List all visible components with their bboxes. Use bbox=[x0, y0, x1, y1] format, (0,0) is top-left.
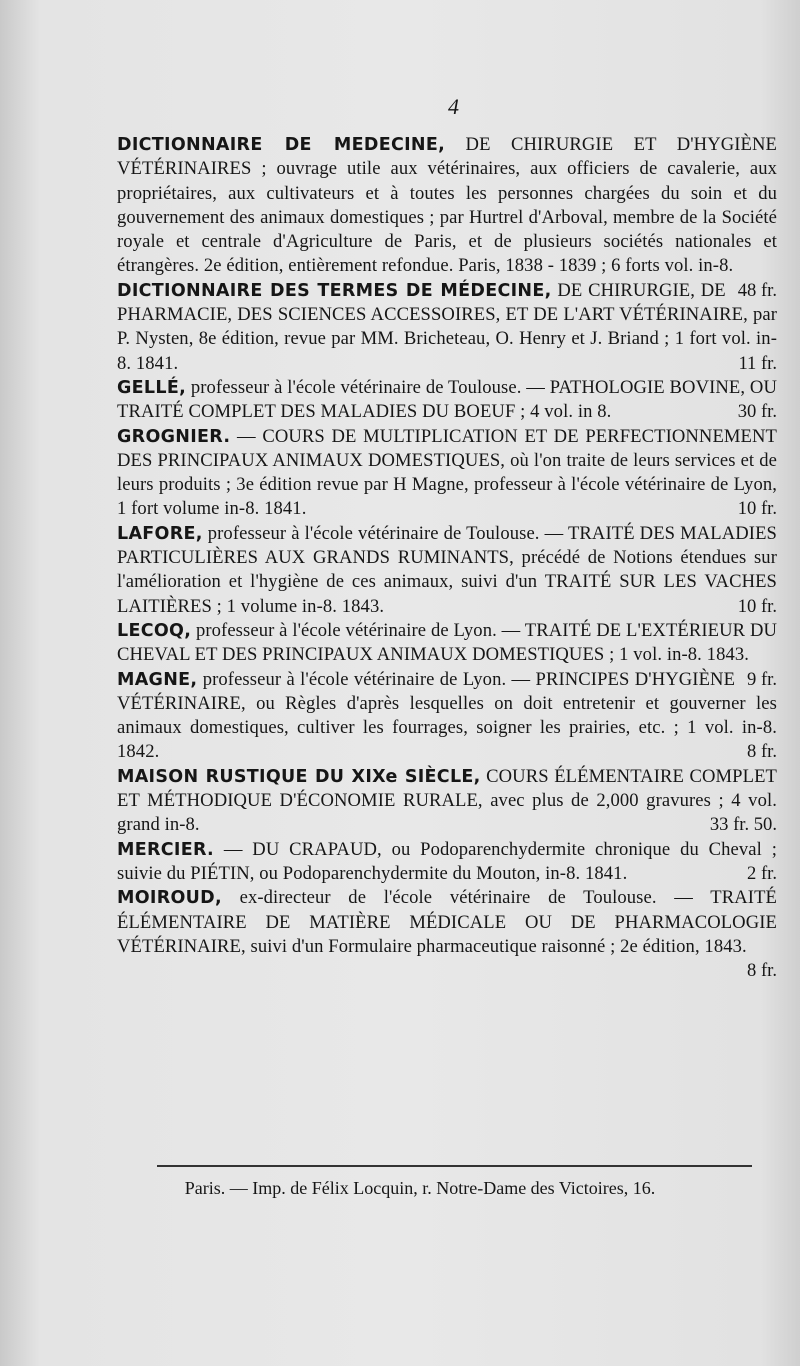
entry-author: LECOQ, bbox=[117, 620, 192, 641]
entry-description: professeur à l'école vétérinaire de Toulouse. — PATHOLOGIE BOVINE, OU TRAITÉ COMPLET DES MALADIES DU BOEUF ; 4 vol. in 8. bbox=[117, 376, 777, 423]
entry-description: DE CHIRURGIE, DE PHARMACIE, DES SCIENCES ACCESSOIRES, ET DE L'ART VÉTÉRINAIRE, par P. Nysten, 8e édition, revue par MM. Bricheteau, O. Henry et J. Briand ; 1 fort vol. in-8. 1841. bbox=[117, 279, 777, 374]
entry-description: — DU CRAPAUD, ou Podoparenchydermite chronique du Cheval ; suivie du PIÉTIN, ou Podoparenchydermite du Mouton, in-8. 1841. bbox=[117, 838, 777, 884]
catalogue-entry bbox=[117, 838, 777, 887]
entry-author: MAGNE, bbox=[117, 669, 198, 690]
entry-price: 30 fr. bbox=[737, 401, 777, 423]
entry-price: 8 fr. bbox=[747, 741, 777, 763]
entry-description: professeur à l'école vétérinaire de Lyon. — TRAITÉ DE L'EXTÉRIEUR DU CHEVAL ET DES PRINCIPAUX ANIMAUX DOMESTIQUES ; 1 vol. in-8. 1843. bbox=[117, 619, 777, 666]
entry-description: — COURS DE MULTIPLICATION ET DE PERFECTIONNEMENT DES PRINCIPAUX ANIMAUX DOMESTIQUES, où l'on traite de leurs services et de leurs produits ; 3e édition revue par H Magne, professeur à l'école vétérinaire de Lyon, 1 fort volume in-8. 1841. bbox=[117, 425, 777, 520]
catalogue-entry bbox=[117, 765, 777, 838]
entry-description: ex-directeur de l'école vétérinaire de Toulouse. — TRAITÉ ÉLÉMENTAIRE DE MATIÈRE MÉDICALE OU DE PHARMACOLOGIE VÉTÉRINAIRE, suivi d'un Formulaire pharmaceutique raisonné ; 2e édition, 1843. bbox=[117, 887, 777, 957]
entry-author: DICTIONNAIRE DES TERMES DE MÉDECINE, bbox=[117, 280, 552, 301]
entry-price: 10 fr. bbox=[737, 595, 777, 617]
catalogue-entry bbox=[117, 668, 777, 765]
entry-price: 9 fr. bbox=[747, 668, 777, 690]
entry-author: DICTIONNAIRE DE MEDECINE, bbox=[117, 135, 446, 155]
page-number: 4 bbox=[448, 94, 459, 119]
footer-rule bbox=[157, 1165, 752, 1167]
catalogue-entry bbox=[117, 376, 777, 425]
entry-price: 8 fr. bbox=[747, 960, 777, 982]
entry-author: GROGNIER. bbox=[117, 426, 231, 447]
catalogue-entry bbox=[117, 425, 777, 522]
entry-description: COURS ÉLÉMENTAIRE COMPLET ET MÉTHODIQUE D'ÉCONOMIE RURALE, avec plus de 2,000 gravures ; 4 vol. grand in-8. bbox=[117, 765, 777, 836]
entry-author: MAISON RUSTIQUE DU XIXe SIÈCLE, bbox=[117, 766, 481, 787]
entry-price: 33 fr. 50. bbox=[709, 814, 777, 836]
catalogue-entries bbox=[117, 133, 777, 983]
entry-price: 2 fr. bbox=[747, 862, 777, 884]
catalogue-entry bbox=[117, 522, 777, 619]
entry-description: professeur à l'école vétérinaire de Lyon. — PRINCIPES D'HYGIÈNE VÉTÉRINAIRE, ou Règles d'après lesquelles on doit entretenir et gouverner les animaux domestiques, cultiver les fourrages, soigner les prairies, etc. ; 1 vol. in-8. 1842. bbox=[117, 668, 777, 763]
entry-author: MOIROUD, bbox=[117, 888, 222, 909]
catalogue-entry bbox=[117, 279, 777, 376]
entry-description: DE CHIRURGIE ET D'HYGIÈNE VÉTÉRINAIRES ; ouvrage utile aux vétérinaires, aux officiers de cavalerie, aux propriétaires, aux cultivateurs et à toutes les personnes chargées du soin et du gouvernement des animaux domestiques ; par Hurtrel d'Arboval, membre de la Société royale et centrale d'Agriculture de Paris, et de plusieurs sociétés nationales et étrangères. 2e édition, entièrement refondue. Paris, 1838 - 1839 ; 6 forts vol. in-8. bbox=[117, 134, 777, 277]
entry-price: 10 fr. bbox=[737, 498, 777, 520]
entry-price: 11 fr. bbox=[738, 352, 777, 374]
catalogue-entry bbox=[117, 886, 777, 982]
entry-price: 48 fr. bbox=[737, 279, 777, 301]
entry-author: GELLÉ, bbox=[117, 377, 187, 398]
entry-author: LAFORE, bbox=[117, 523, 203, 544]
entry-author: MERCIER. bbox=[117, 839, 215, 860]
entry-description: professeur à l'école vétérinaire de Toulouse. — TRAITÉ DES MALADIES PARTICULIÈRES AUX GRANDS RUMINANTS, précédé de Notions étendues sur l'amélioration et l'hygiène de ces animaux, suivi d'un TRAITÉ SUR LES VACHES LAITIÈRES ; 1 volume in-8. 1843. bbox=[117, 522, 777, 617]
printer-imprint: Paris. — Imp. de Félix Locquin, r. Notre-Dame des Victoires, 16. bbox=[184, 1178, 656, 1198]
